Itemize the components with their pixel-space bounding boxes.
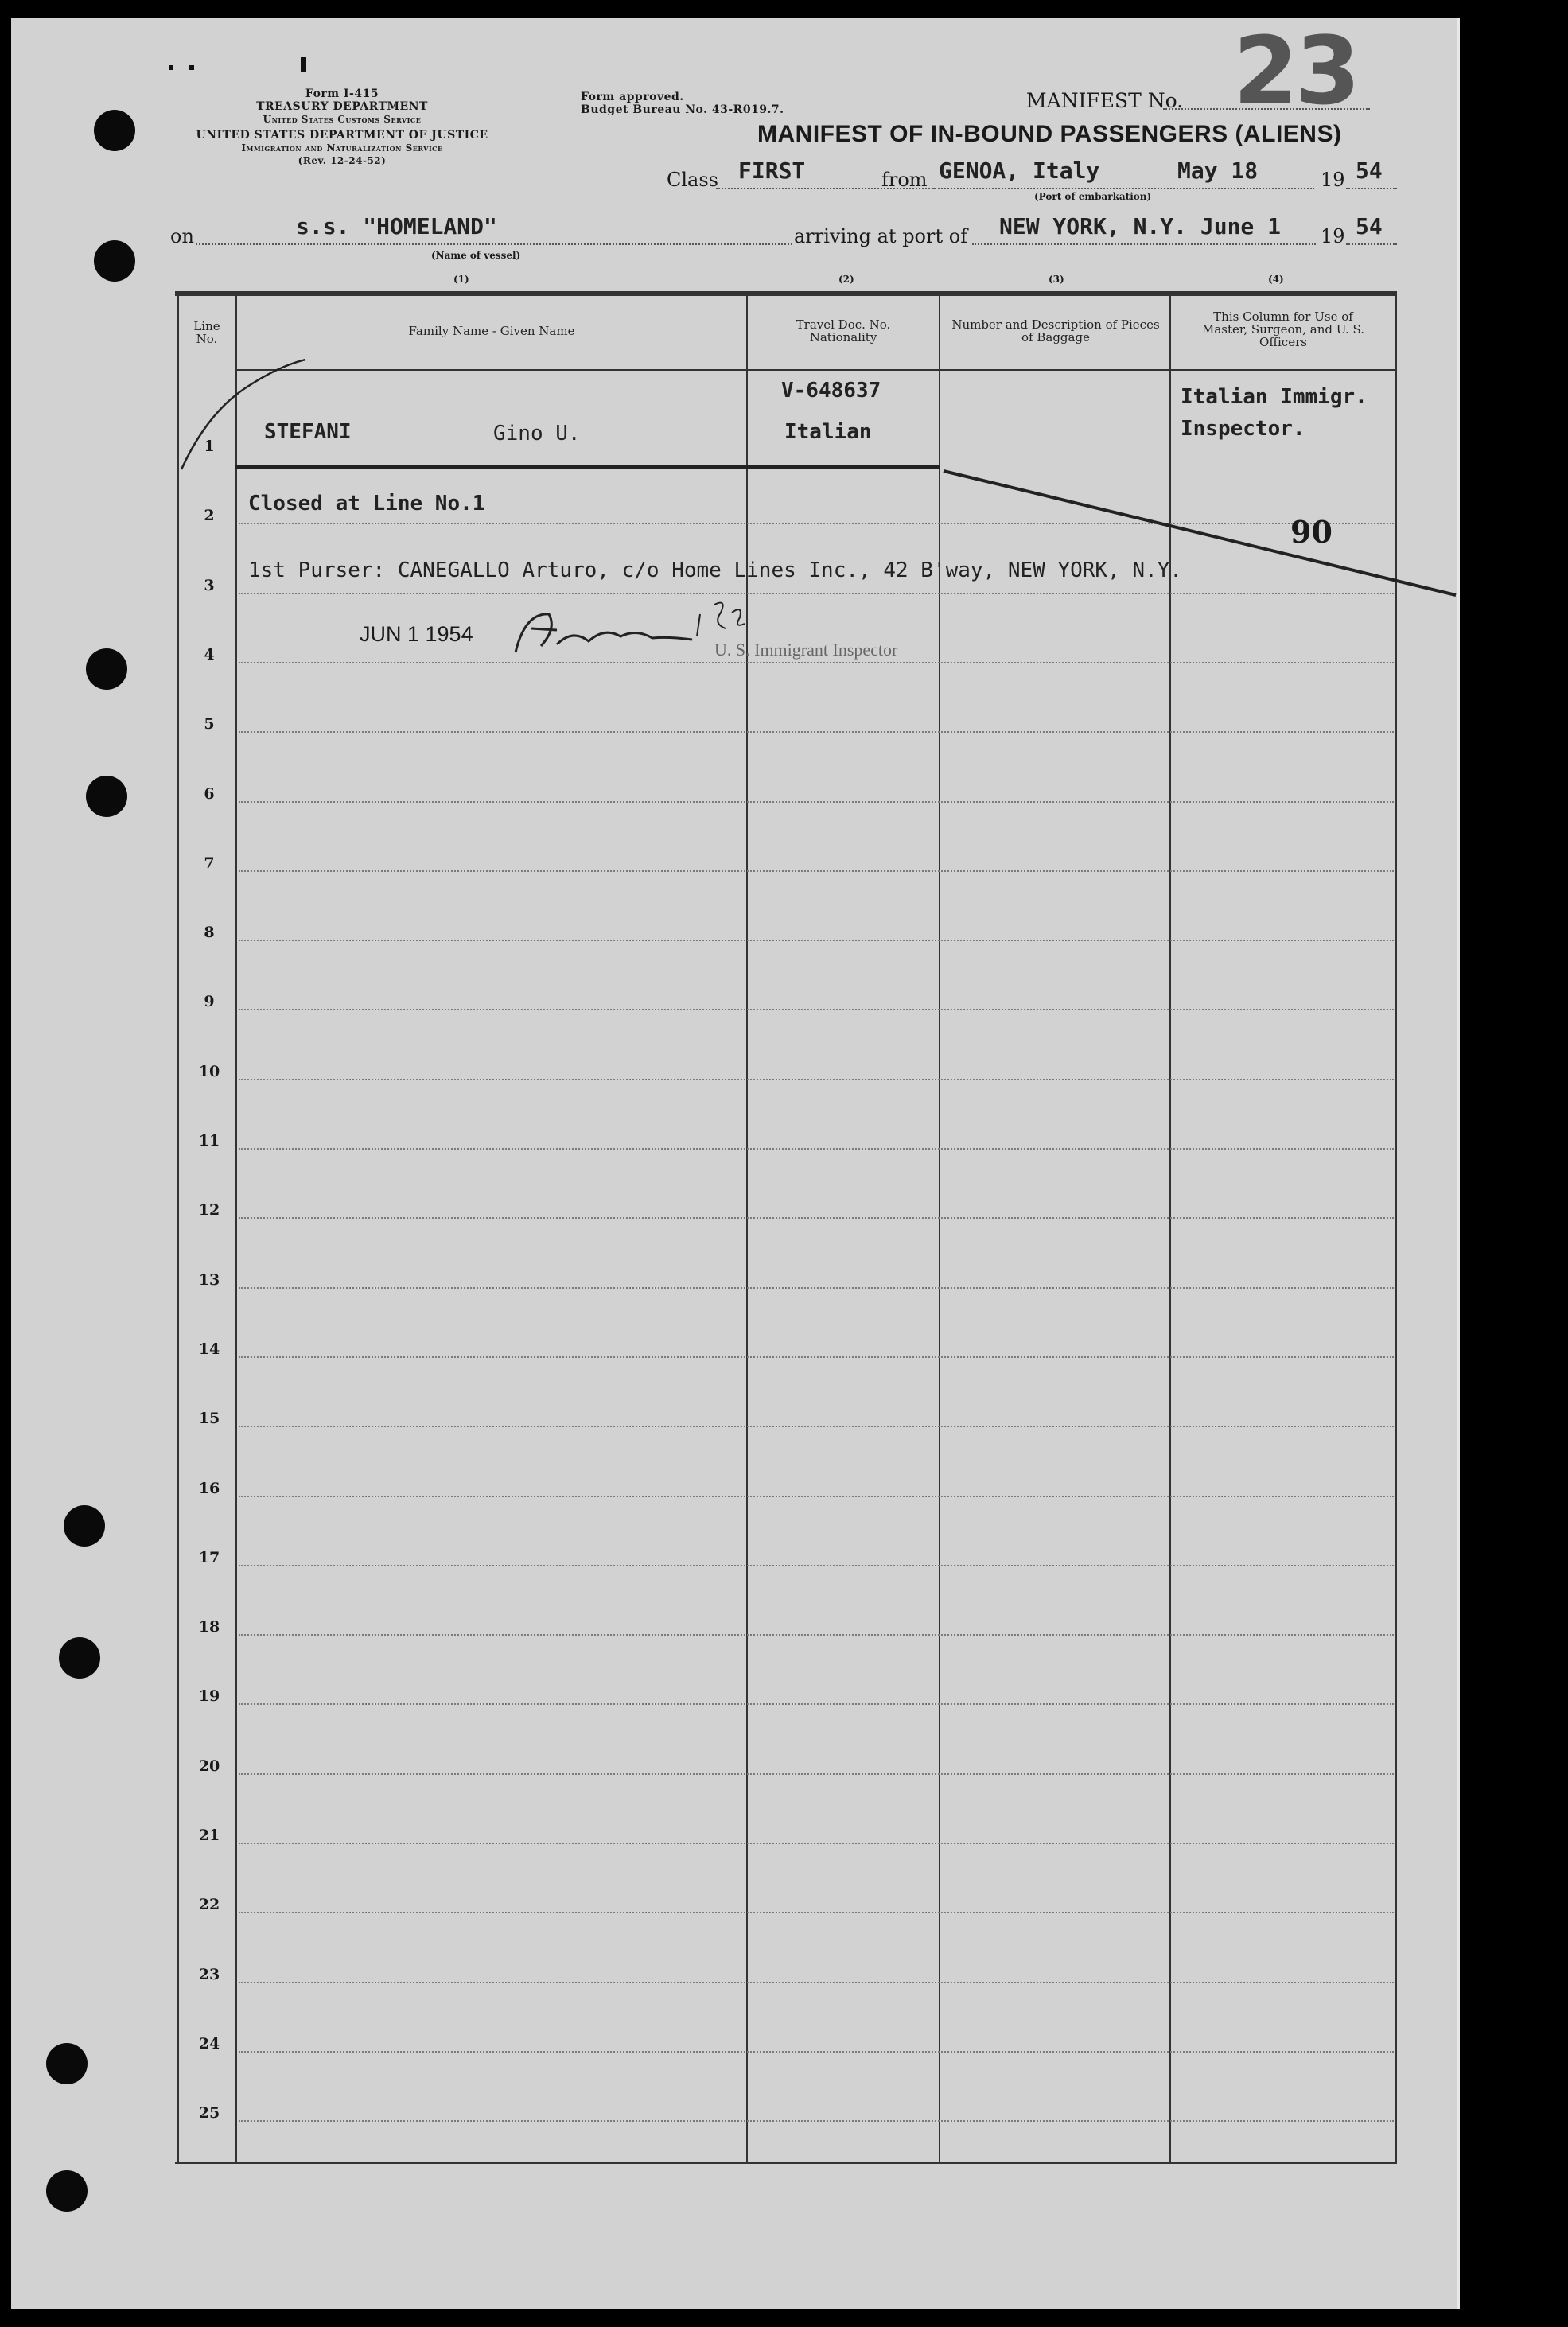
signature-time bbox=[697, 603, 745, 636]
inspector-caption: U. S. Immigrant Inspector bbox=[714, 640, 898, 660]
year-prefix: 19 bbox=[1321, 169, 1345, 191]
arrival-port-date: NEW YORK, N.Y. June 1 bbox=[999, 213, 1282, 239]
line-number: 9 bbox=[204, 993, 215, 1011]
header-officers: This Column for Use of Master, Surgeon, and U. S. Officers bbox=[1201, 309, 1365, 349]
inspector-signature bbox=[516, 614, 692, 652]
line-number: 23 bbox=[198, 1965, 220, 1983]
revision-date: (Rev. 12-24-52) bbox=[298, 155, 387, 166]
on-label: on bbox=[170, 225, 194, 247]
officer-note-line1: Italian Immigr. bbox=[1181, 385, 1368, 409]
line-number: 17 bbox=[198, 1548, 220, 1566]
arrival-year: 54 bbox=[1356, 213, 1383, 239]
line-number: 12 bbox=[198, 1201, 220, 1220]
line-number: 13 bbox=[198, 1271, 220, 1289]
form-approved: Form approved. bbox=[581, 91, 684, 103]
arriving-label: arriving at port of bbox=[794, 225, 968, 247]
header-name: Family Name - Given Name bbox=[408, 324, 575, 338]
travel-doc-number: V-648637 bbox=[781, 379, 881, 403]
class-value: FIRST bbox=[738, 158, 806, 184]
vessel-caption: (Name of vessel) bbox=[431, 250, 521, 261]
embark-port: GENOA, Italy bbox=[939, 158, 1100, 184]
line-number: 7 bbox=[204, 854, 215, 872]
budget-bureau: Budget Bureau No. 43-R019.7. bbox=[581, 103, 784, 116]
class-label: Class bbox=[667, 169, 718, 191]
customs-service: United States Customs Service bbox=[263, 114, 422, 125]
embark-year: 54 bbox=[1356, 158, 1383, 184]
year-prefix: 19 bbox=[1321, 225, 1345, 247]
ins-service: Immigration and Naturalization Service bbox=[241, 142, 443, 154]
line-number: 11 bbox=[198, 1132, 220, 1150]
closed-note: Closed at Line No.1 bbox=[248, 492, 485, 516]
port-caption: (Port of embarkation) bbox=[1034, 191, 1152, 202]
form-number: Form I-415 bbox=[305, 88, 379, 100]
line-number: 4 bbox=[204, 645, 215, 663]
manifest-number: 23 bbox=[1233, 16, 1358, 126]
line-number: 21 bbox=[198, 1827, 220, 1844]
manifest-no-label: MANIFEST No. bbox=[1026, 89, 1184, 112]
line-number: 3 bbox=[204, 576, 215, 594]
manifest-title: MANIFEST OF IN-BOUND PASSENGERS (ALIENS) bbox=[757, 121, 1342, 147]
line-number: 20 bbox=[198, 1757, 220, 1775]
line-number: 14 bbox=[198, 1340, 220, 1358]
officer-note-line2: Inspector. bbox=[1181, 417, 1305, 441]
line-number: 16 bbox=[198, 1479, 220, 1497]
header-baggage: Number and Description of Pieces of Baggage bbox=[951, 317, 1160, 344]
line-number: 22 bbox=[198, 1896, 220, 1914]
line-number: 8 bbox=[204, 924, 215, 942]
col-number-2: (2) bbox=[838, 274, 854, 285]
line-number: 6 bbox=[204, 784, 215, 803]
col-number-3: (3) bbox=[1049, 274, 1064, 285]
col-number-4: (4) bbox=[1268, 274, 1284, 285]
treasury-department: TREASURY DEPARTMENT bbox=[256, 100, 428, 113]
purser-note: 1st Purser: CANEGALLO Arturo, c/o Home Lines Inc., 42 B'way, NEW YORK, N.Y. bbox=[248, 558, 1182, 582]
line-number: 10 bbox=[198, 1062, 220, 1080]
header-travel-doc: Travel Doc. No. Nationality bbox=[796, 317, 891, 344]
line-number: 25 bbox=[198, 2104, 220, 2123]
line-number: 1 bbox=[204, 438, 215, 455]
line-number: 18 bbox=[198, 1618, 220, 1636]
line-number: 15 bbox=[198, 1410, 220, 1428]
vessel-name: s.s. "HOMELAND" bbox=[296, 213, 497, 239]
checkmark-stroke bbox=[181, 360, 305, 469]
from-label: from bbox=[881, 169, 928, 191]
line-number: 24 bbox=[198, 2034, 220, 2053]
given-name: Gino U. bbox=[493, 422, 581, 446]
line-number: 19 bbox=[198, 1687, 220, 1706]
family-name: STEFANI bbox=[264, 420, 352, 444]
nationality: Italian bbox=[784, 420, 872, 444]
embark-date: May 18 bbox=[1177, 158, 1259, 184]
line-number: 5 bbox=[204, 715, 215, 734]
line-number: 2 bbox=[204, 507, 215, 525]
inspection-stamp-date: JUN 1 1954 bbox=[360, 622, 473, 646]
header-line-no: Line No. bbox=[193, 319, 220, 346]
cancel-line bbox=[944, 471, 1456, 595]
col-number-1: (1) bbox=[453, 274, 469, 285]
justice-department: UNITED STATES DEPARTMENT OF JUSTICE bbox=[196, 129, 488, 142]
margin-number: 90 bbox=[1290, 514, 1333, 550]
